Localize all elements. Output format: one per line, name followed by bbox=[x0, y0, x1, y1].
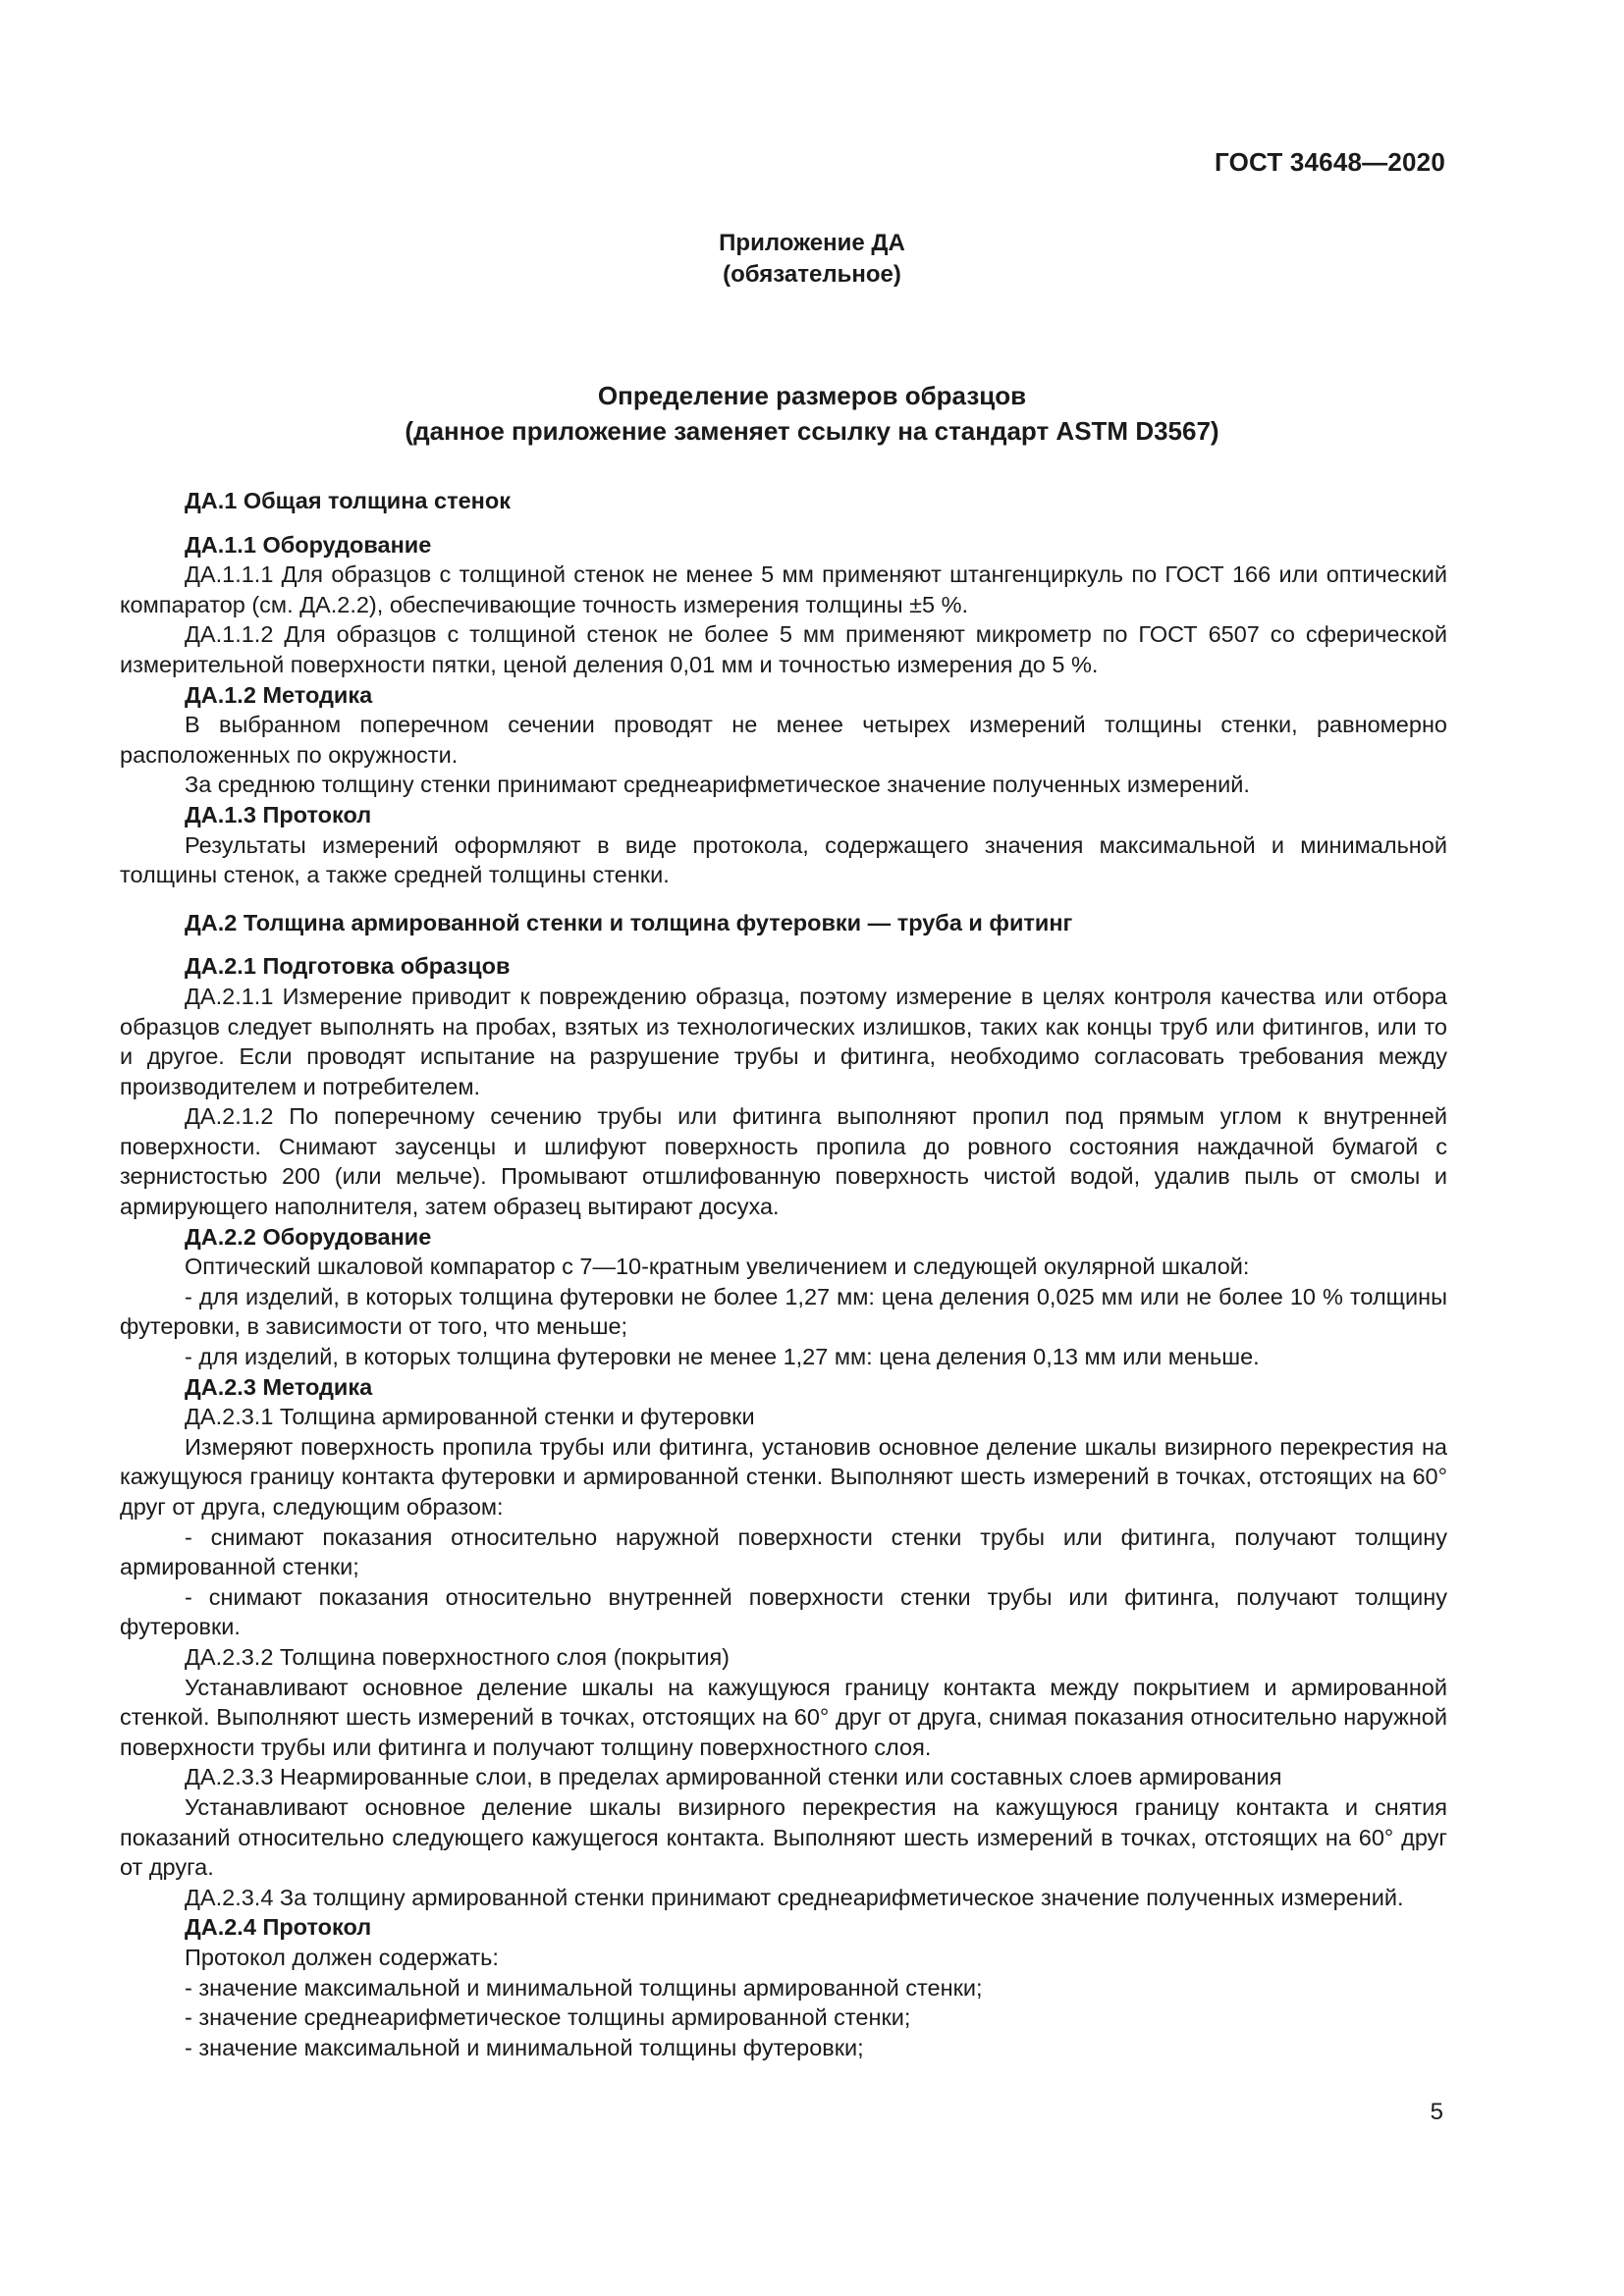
paragraph-da2-3-2: Устанавливают основное деление шкалы на кажущуюся границу контакта между покрытием и армированной стенкой. Выполняют шесть измерений в точках, отстоящих на 60° друг от друга, снимая показания относительно наружной поверхности трубы или фитинга и получают толщину поверхностного слоя. bbox=[120, 1674, 1447, 1760]
section-heading-da1-3: ДА.1.3 Протокол bbox=[185, 801, 372, 828]
annex-title-line1: Определение размеров образцов bbox=[597, 381, 1027, 410]
paragraph-da2-1-1: ДА.2.1.1 Измерение приводит к повреждению образца, поэтому измерение в целях контроля качества или отбора образцов следует выполнять на пробах, взятых из технологических излишков, таких как концы труб или фитингов, или то и другое. Если проводят испытание на разрушение трубы и фитинга, необходимо согласовать требования между производителем и потребителем. bbox=[120, 983, 1447, 1099]
list-item-da2-4-2: - значение среднеарифметическое толщины армированной стенки; bbox=[185, 2004, 911, 2031]
section-heading-da2-3: ДА.2.3 Методика bbox=[185, 1373, 373, 1400]
paragraph-da1-1-2: ДА.1.1.2 Для образцов с толщиной стенок не более 5 мм применяют микрометр по ГОСТ 6507 со сферической измерительной поверхности пятки, ценой деления 0,01 мм и точностью измерения до 5 %. bbox=[120, 621, 1447, 677]
paragraph-da1-2-2: За среднюю толщину стенки принимают среднеарифметическое значение полученных измерений. bbox=[185, 772, 1250, 798]
document-header: ГОСТ 34648—2020 bbox=[1215, 147, 1445, 177]
paragraph-da2-2-1: Оптический шкаловой компаратор с 7—10-кратным увеличением и следующей окулярной шкалой: bbox=[185, 1254, 1250, 1280]
subheading-da2-3-3: ДА.2.3.3 Неармированные слои, в пределах армированной стенки или составных слоев армирования bbox=[185, 1764, 1282, 1790]
paragraph-da1-2-1: В выбранном поперечном сечении проводят не менее четырех измерений толщины стенки, равномерно расположенных по окружности. bbox=[120, 712, 1447, 768]
section-heading-da2: ДА.2 Толщина армированной стенки и толщина футеровки — труба и фитинг bbox=[185, 909, 1073, 935]
annex-label: Приложение ДА bbox=[719, 230, 905, 256]
paragraph-da1-1-1: ДА.1.1.1 Для образцов с толщиной стенок не менее 5 мм применяют штангенциркуль по ГОСТ 166 или оптический компаратор (см. ДА.2.2), обеспечивающие точность измерения толщины ±5 %. bbox=[120, 561, 1447, 617]
annex-title-line2: (данное приложение заменяет ссылку на стандарт ASTM D3567) bbox=[405, 416, 1219, 446]
list-item-da2-2-1: - для изделий, в которых толщина футеровки не более 1,27 мм: цена деления 0,025 мм или не более 10 % толщины футеровки, в зависимости от того, что меньше; bbox=[120, 1283, 1447, 1340]
section-heading-da2-4: ДА.2.4 Протокол bbox=[185, 1914, 372, 1941]
paragraph-da2-3-3: Устанавливают основное деление шкалы визирного перекрестия на кажущуюся границу контакта и снятия показаний относительно следующего кажущегося контакта. Выполняют шесть измерений в точках, отстоящих на 60° друг от друга. bbox=[120, 1793, 1447, 1881]
list-item-da2-4-3: - значение максимальной и минимальной толщины футеровки; bbox=[185, 2034, 864, 2060]
paragraph-da2-3-1: Измеряют поверхность пропила трубы или фитинга, установив основное деление шкалы визирного перекрестия на кажущуюся границу контакта футеровки и армированной стенки. Выполняют шесть измерений в точках, отстоящих на 60° друг от друга, следующим образом: bbox=[120, 1433, 1447, 1520]
annex-status: (обязательное) bbox=[723, 261, 901, 288]
annex-heading bbox=[0, 228, 1624, 291]
paragraph-da1-3-1: Результаты измерений оформляют в виде протокола, содержащего значения максимальной и минимальной толщины стенок, а также средней толщины стенки. bbox=[120, 831, 1447, 888]
section-heading-da1: ДА.1 Общая толщина стенок bbox=[185, 488, 511, 513]
section-heading-da1-2: ДА.1.2 Методика bbox=[185, 681, 373, 708]
annex-title bbox=[0, 378, 1624, 449]
list-item-da2-3-1-1: - снимают показания относительно наружной поверхности стенки трубы или фитинга, получают толщину армированной стенки; bbox=[120, 1523, 1447, 1580]
section-heading-da2-2: ДА.2.2 Оборудование bbox=[185, 1223, 432, 1250]
list-item-da2-2-2: - для изделий, в которых толщина футеровки не менее 1,27 мм: цена деления 0,13 мм или меньше. bbox=[185, 1344, 1260, 1370]
section-heading-da2-1: ДА.2.1 Подготовка образцов bbox=[185, 953, 511, 980]
paragraph-da2-1-2: ДА.2.1.2 По поперечному сечению трубы или фитинга выполняют пропил под прямым углом к внутренней поверхности. Снимают заусенцы и шлифуют поверхность пропила до ровного состояния наждачной бумагой с зернистостью 200 (или мельче). Промывают отшлифованную поверхность чистой водой, удалив пыль от смолы и армирующего наполнителя, затем образец вытирают досуха. bbox=[120, 1103, 1447, 1220]
list-item-da2-3-1-2: - снимают показания относительно внутренней поверхности стенки трубы или фитинга, получают толщину футеровки. bbox=[120, 1583, 1447, 1640]
list-item-da2-4-1: - значение максимальной и минимальной толщины армированной стенки; bbox=[185, 1974, 983, 2001]
subheading-da2-3-2: ДА.2.3.2 Толщина поверхностного слоя (покрытия) bbox=[185, 1643, 730, 1670]
section-heading-da1-1: ДА.1.1 Оборудование bbox=[185, 531, 432, 558]
paragraph-da2-4-1: Протокол должен содержать: bbox=[185, 1944, 499, 1970]
page-number: 5 bbox=[1430, 2099, 1443, 2125]
paragraph-da2-3-4: ДА.2.3.4 За толщину армированной стенки принимают среднеарифметическое значение полученных измерений. bbox=[185, 1884, 1404, 1910]
document-body bbox=[120, 486, 1447, 2062]
subheading-da2-3-1: ДА.2.3.1 Толщина армированной стенки и футеровки bbox=[185, 1404, 755, 1430]
